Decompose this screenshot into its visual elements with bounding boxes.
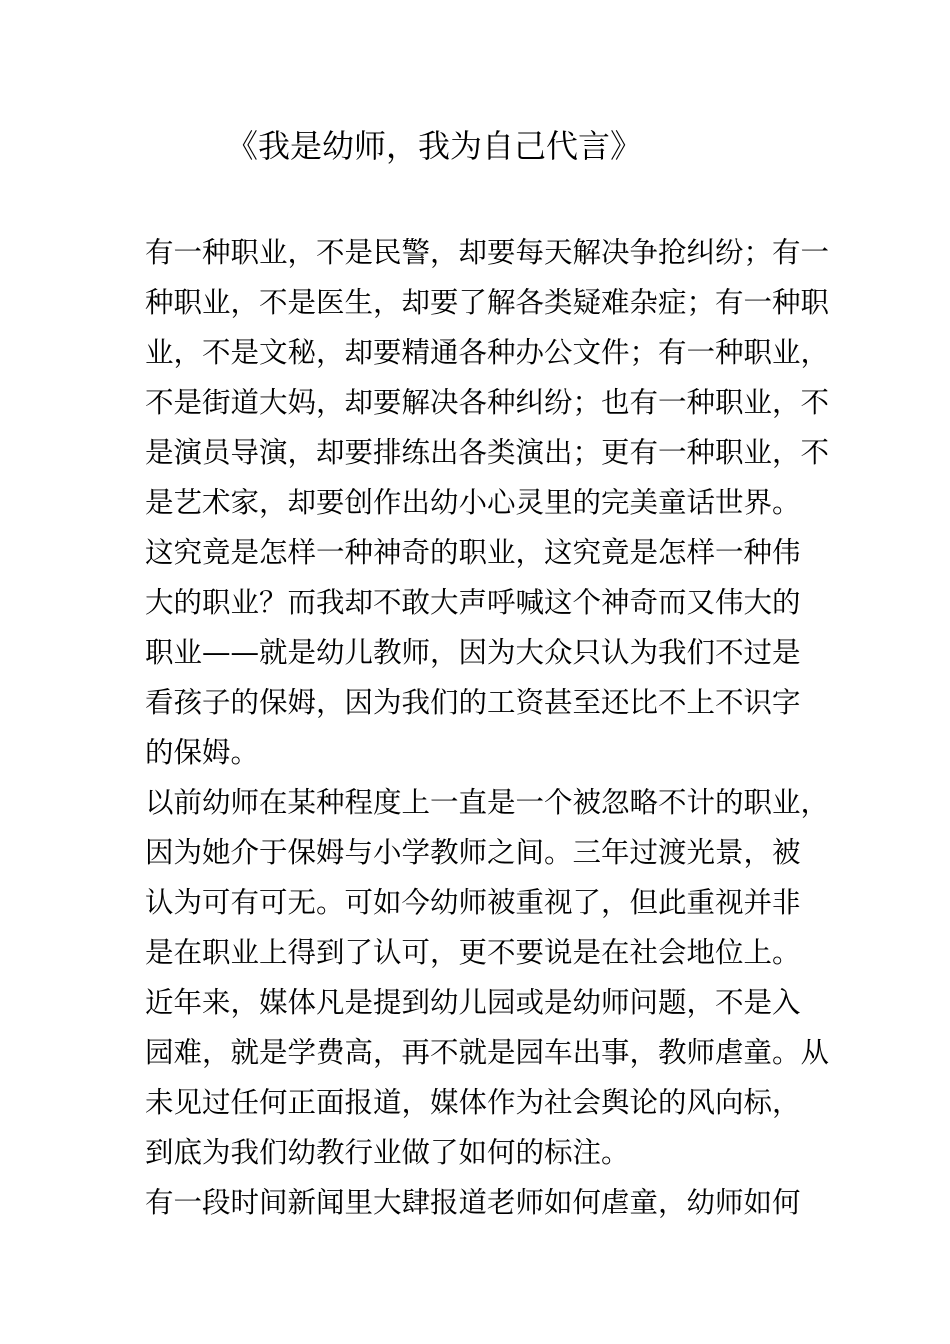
body-line: 园难，就是学费高，再不就是园车出事，教师虐童。从 (145, 1036, 830, 1069)
body-line: 因为她介于保姆与小学教师之间。三年过渡光景，被 (145, 836, 801, 869)
body-line: 是在职业上得到了认可，更不要说是在社会地位上。 (145, 936, 801, 969)
body-line: 到底为我们幼教行业做了如何的标注。 (145, 1136, 630, 1169)
body-line: 未见过任何正面报道，媒体作为社会舆论的风向标， (145, 1086, 801, 1119)
body-line: 不是街道大妈，却要解决各种纠纷；也有一种职业，不 (145, 386, 830, 419)
body-line: 职业——就是幼儿教师，因为大众只认为我们不过是 (145, 636, 801, 669)
body-line: 业，不是文秘，却要精通各种办公文件；有一种职业， (145, 336, 830, 369)
body-line: 的保姆。 (145, 736, 260, 769)
body-line: 近年来，媒体凡是提到幼儿园或是幼师问题，不是入 (145, 986, 801, 1019)
body-line: 是艺术家，却要创作出幼小心灵里的完美童话世界。 (145, 486, 801, 519)
document-title: 《我是幼师，我为自己代言》 (226, 127, 643, 165)
body-line: 这究竟是怎样一种神奇的职业，这究竟是怎样一种伟 (145, 536, 801, 569)
body-line: 有一种职业，不是民警，却要每天解决争抢纠纷；有一 (145, 236, 830, 269)
body-line: 种职业，不是医生，却要了解各类疑难杂症；有一种职 (145, 286, 830, 319)
body-line: 大的职业？而我却不敢大声呼喊这个神奇而又伟大的 (145, 586, 801, 619)
document-body (145, 228, 845, 1228)
body-line: 以前幼师在某种程度上一直是一个被忽略不计的职业， (145, 786, 830, 819)
body-line: 是演员导演，却要排练出各类演出；更有一种职业，不 (145, 436, 830, 469)
body-line: 认为可有可无。可如今幼师被重视了，但此重视并非 (145, 886, 801, 919)
body-line: 有一段时间新闻里大肆报道老师如何虐童，幼师如何 (145, 1186, 801, 1219)
body-line: 看孩子的保姆，因为我们的工资甚至还比不上不识字 (145, 686, 801, 719)
